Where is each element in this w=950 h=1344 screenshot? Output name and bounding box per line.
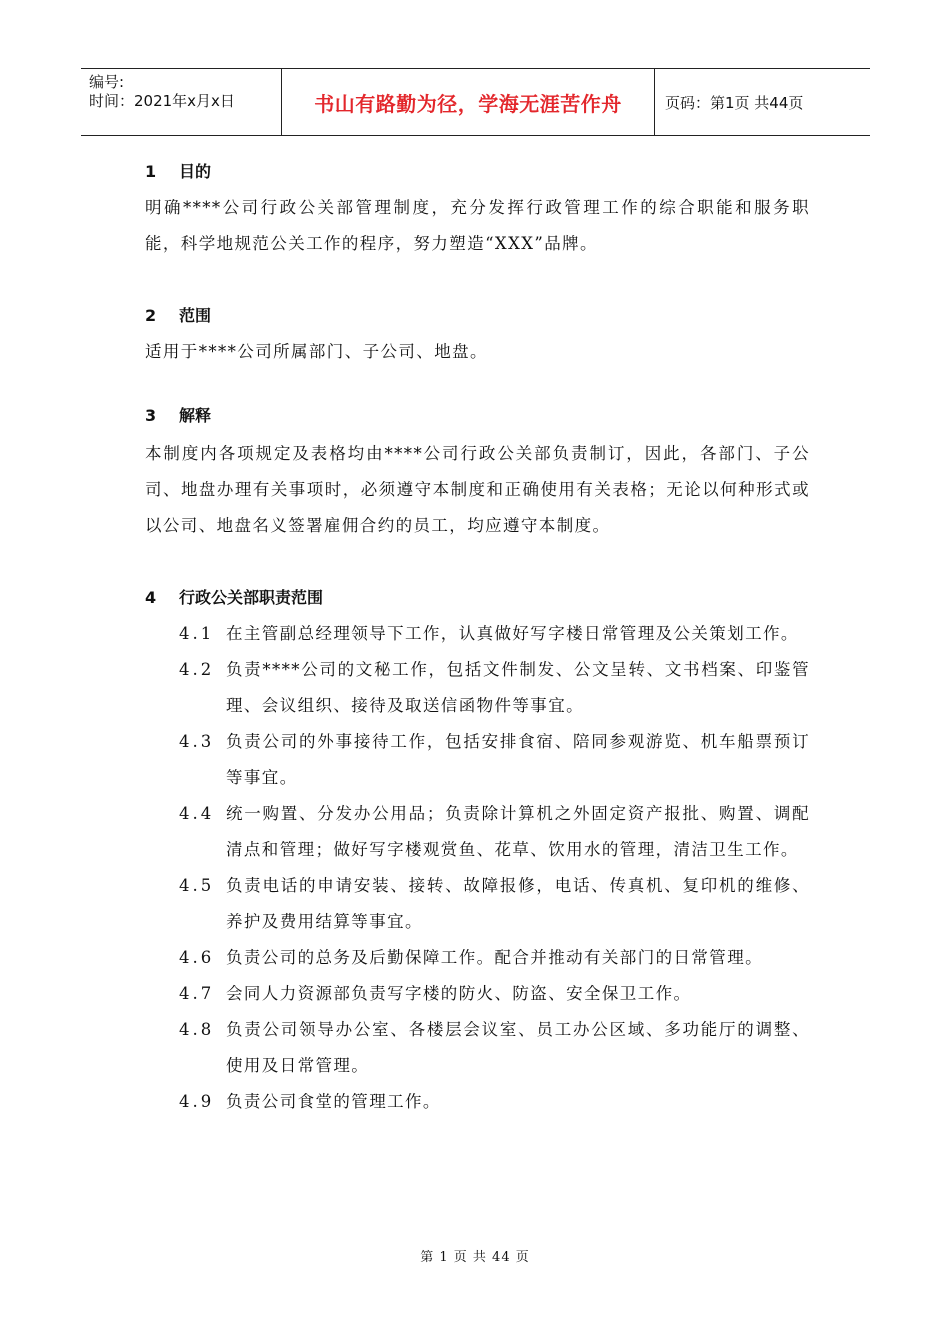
section-paragraph: 本制度内各项规定及表格均由****公司行政公关部负责制订，因此，各部门、子公司、地盘办理有关事项时，必须遵守本制度和正确使用有关表格；无论以何种形式或以公司、地盘名义签署雇佣合约的员工，均应遵守本制度。 <box>145 444 810 535</box>
item-text: 统一购置、分发办公用品；负责除计算机之外固定资产报批、购置、调配清点和管理；做好写字楼观赏鱼、花草、饮用水的管理，清洁卫生工作。 <box>226 804 810 859</box>
item-number: 4.2 <box>179 660 215 679</box>
item-text: 负责电话的申请安装、接转、故障报修，电话、传真机、复印机的维修、养护及费用结算等事宜。 <box>226 876 810 931</box>
item-text: 负责公司的总务及后勤保障工作。配合并推动有关部门的日常管理。 <box>226 948 763 967</box>
document-body <box>145 160 810 1120</box>
list-item <box>145 1012 810 1084</box>
document-header <box>81 68 870 136</box>
header-page-info: 页码：第1页 共44页 <box>665 93 804 112</box>
section-paragraph: 适用于****公司所属部门、子公司、地盘。 <box>145 342 488 361</box>
section-number: 1 <box>145 162 157 181</box>
item-number: 4.3 <box>179 732 215 751</box>
item-number: 4.8 <box>179 1020 215 1039</box>
page-footer: 第 1 页 共 44 页 <box>420 1250 530 1265</box>
section-number: 4 <box>145 588 157 607</box>
list-item <box>145 940 810 976</box>
list-item <box>145 796 810 868</box>
section-scope <box>145 304 810 370</box>
section-purpose <box>145 160 810 262</box>
code-label: 编号: <box>89 73 125 91</box>
section-heading <box>145 160 810 184</box>
section-responsibilities <box>145 586 810 1120</box>
item-text: 在主管副总经理领导下工作，认真做好写字楼日常管理及公关策划工作。 <box>226 624 799 643</box>
list-item <box>145 724 810 796</box>
section-heading <box>145 404 810 428</box>
list-item <box>145 1084 810 1120</box>
item-number: 4.7 <box>179 984 215 1003</box>
item-number: 4.6 <box>179 948 215 967</box>
item-number: 4.4 <box>179 804 215 823</box>
list-item <box>145 868 810 940</box>
item-number: 4.9 <box>179 1092 215 1111</box>
item-text: 会同人力资源部负责写字楼的防火、防盗、安全保卫工作。 <box>226 984 692 1003</box>
section-explanation <box>145 404 810 544</box>
date-label: 时间：2021年x月x日 <box>89 92 235 110</box>
section-number: 2 <box>145 306 157 325</box>
item-text: 负责公司领导办公室、各楼层会议室、员工办公区域、多功能厅的调整、使用及日常管理。 <box>226 1020 810 1075</box>
header-motto: 书山有路勤为径，学海无涯苦作舟 <box>281 69 655 135</box>
item-text: 负责公司食堂的管理工作。 <box>226 1092 441 1111</box>
section-paragraph: 明确****公司行政公关部管理制度，充分发挥行政管理工作的综合职能和服务职能，科学地规范公关工作的程序，努力塑造“XXX”品牌。 <box>145 198 810 253</box>
section-title: 行政公关部职责范围 <box>179 588 324 607</box>
list-item <box>145 976 810 1012</box>
section-title: 解释 <box>179 406 212 425</box>
section-heading <box>145 586 810 610</box>
section-title: 目的 <box>179 162 212 181</box>
item-number: 4.1 <box>179 624 215 643</box>
header-meta <box>81 69 281 135</box>
responsibility-list <box>145 616 810 1120</box>
section-title: 范围 <box>179 306 212 325</box>
item-text: 负责****公司的文秘工作，包括文件制发、公文呈转、文书档案、印鉴管理、会议组织、接待及取送信函物件等事宜。 <box>226 660 810 715</box>
section-number: 3 <box>145 406 157 425</box>
list-item <box>145 616 810 652</box>
list-item <box>145 652 810 724</box>
item-text: 负责公司的外事接待工作，包括安排食宿、陪同参观游览、机车船票预订等事宜。 <box>226 732 810 787</box>
section-heading <box>145 304 810 328</box>
item-number: 4.5 <box>179 876 215 895</box>
